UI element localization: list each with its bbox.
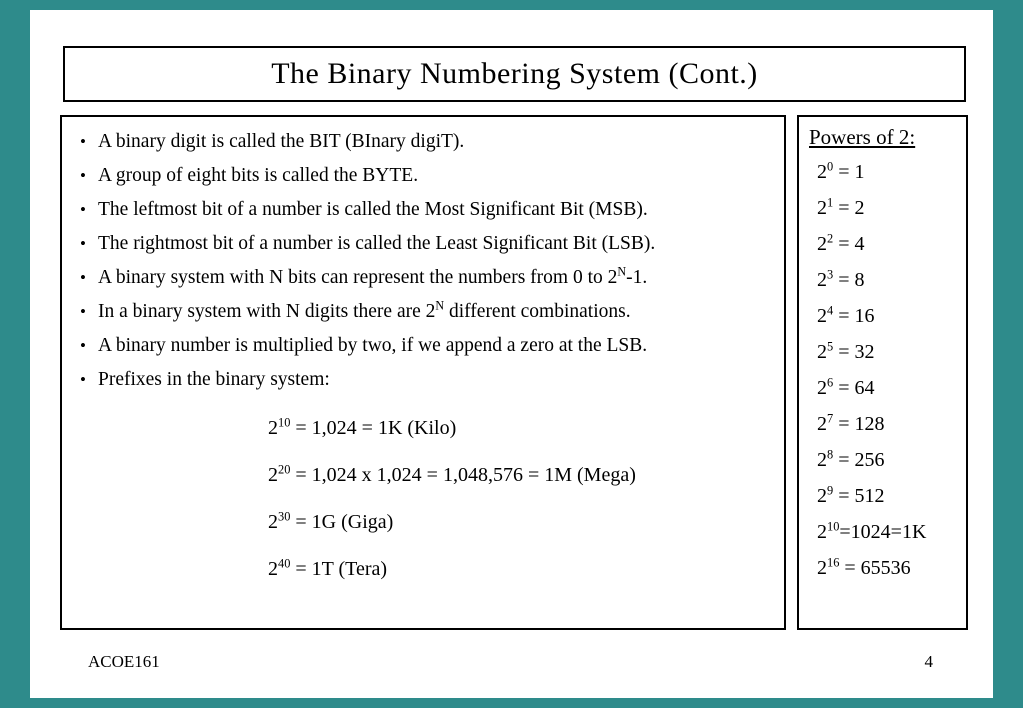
power-item: $2^{10}=1024=1K$ [817, 519, 927, 543]
prefix-list [72, 405, 774, 593]
footer-course-code: ACOE161 [88, 652, 160, 671]
power-item: $2^5 = 32$ [817, 339, 875, 363]
title-box [63, 46, 966, 102]
power-item: $2^8 = 256$ [817, 447, 885, 471]
power-item: $2^{16} = 65536$ [817, 555, 911, 579]
power-item: $2^0 = 1$ [817, 159, 865, 183]
content-box [60, 115, 786, 630]
powers-box [797, 115, 968, 630]
slide [30, 10, 993, 698]
power-item: $2^6 = 64$ [817, 375, 875, 399]
prefix-line: $2^{30} = 1G$ (Giga) [268, 509, 394, 533]
bullet-item: • In a binary system with N digits there are $2^N$ different combinations. [72, 295, 774, 329]
bullet-list [72, 125, 774, 397]
prefix-line: $2^{10} = 1,024 = 1K$ (Kilo) [268, 415, 457, 439]
power-item: $2^3 = 8$ [817, 267, 865, 291]
power-item: $2^1 = 2$ [817, 195, 865, 219]
powers-heading: Powers of 2: [809, 125, 916, 149]
footer [88, 652, 933, 672]
slide-title: The Binary Numbering System (Cont.) [271, 57, 758, 90]
bullet-item: • A binary number is multiplied by two, if we append a zero at the LSB. [72, 329, 774, 363]
power-item: $2^2 = 4$ [817, 231, 865, 255]
bullet-item: • A group of eight bits is called the BYTE. [72, 159, 774, 193]
bullet-item: • The rightmost bit of a number is called the Least Significant Bit (LSB). [72, 227, 774, 261]
page-number: 4 [924, 652, 933, 671]
bullet-item: • The leftmost bit of a number is called the Most Significant Bit (MSB). [72, 193, 774, 227]
bullet-item: • Prefixes in the binary system: [72, 363, 774, 397]
prefix-line: $2^{20} = 1,024$ x 1,024 = 1,048,576 = 1M (Mega) [268, 462, 636, 486]
bullet-item: • A binary system with N bits can represent the numbers from 0 to $2^N-1$. [72, 261, 774, 295]
power-item: $2^4 = 16$ [817, 303, 875, 327]
prefix-line: $2^{40} = 1T$ (Tera) [268, 556, 388, 580]
power-item: $2^7 = 128$ [817, 411, 885, 435]
power-item: $2^9 = 512$ [817, 483, 885, 507]
bullet-item: • A binary digit is called the BIT (BInary digiT). [72, 125, 774, 159]
